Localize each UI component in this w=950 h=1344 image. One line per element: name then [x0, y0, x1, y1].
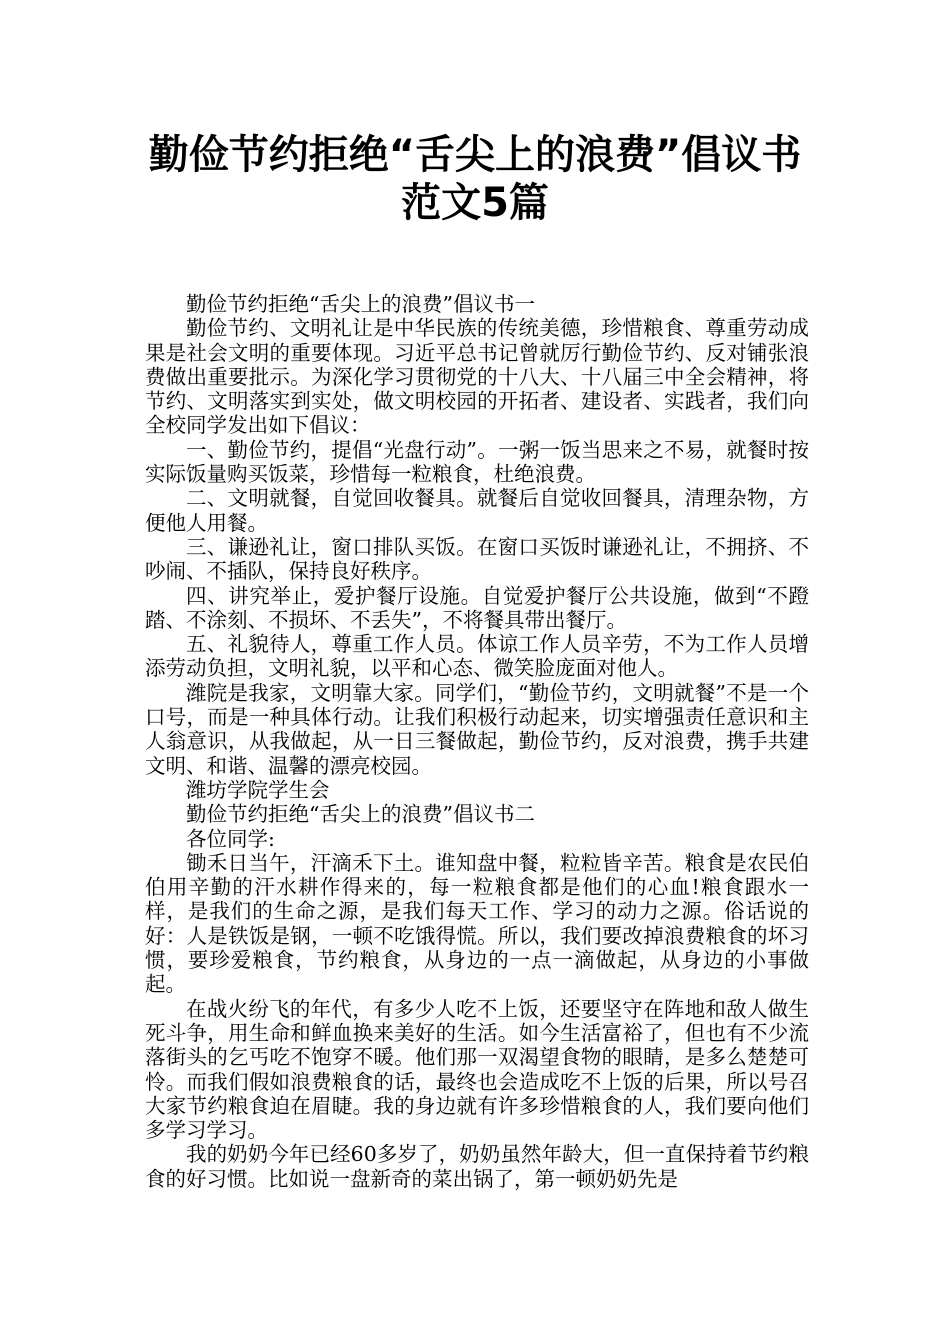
section-heading-1: 勤俭节约拒绝“舌尖上的浪费”倡议书一: [186, 292, 535, 316]
paragraph: 一、勤俭节约，提倡“光盘行动”。一粥一饭当思来之不易，就餐时按实际饭量购买饭菜，珍惜每一粒粮食，杜绝浪费。: [145, 437, 809, 487]
paragraph: 五、礼貌待人，尊重工作人员。体谅工作人员辛劳，不为工作人员增添劳动负担，文明礼貌，以平和心态、微笑脸庞面对他人。: [145, 632, 809, 681]
paragraph: 四、讲究举止，爱护餐厅设施。自觉爱护餐厅公共设施，做到“不蹬踏、不涂刻、不损坏、不丢失”，不将餐具带出餐厅。: [145, 583, 809, 632]
document-title-line-2: 范文5篇: [401, 180, 549, 226]
paragraph: 三、谦逊礼让，窗口排队买饭。在窗口买饭时谦逊礼让，不拥挤、不吵闹、不插队，保持良好秩序。: [145, 534, 809, 584]
paragraph: 二、文明就餐，自觉回收餐具。就餐后自觉收回餐具，清理杂物，方便他人用餐。: [145, 486, 809, 535]
paragraph: 潍院是我家，文明靠大家。同学们，“勤俭节约，文明就餐”不是一个口号，而是一种具体行动。让我们积极行动起来，切实增强责任意识和主人翁意识，从我做起，从一日三餐做起，勤俭节约，反对浪费，携手共建文明、和谐、温馨的漂亮校园。: [145, 680, 809, 778]
paragraph: 锄禾日当午，汗滴禾下土。谁知盘中餐，粒粒皆辛苦。粮食是农民伯伯用辛勤的汗水耕作得来的，每一粒粮食都是他们的心血!粮食跟水一样，是我们的生命之源，是我们每天工作、学习的动力之源。俗话说的好：人是铁饭是钢，一顿不吃饿得慌。所以，我们要改掉浪费粮食的坏习惯，要珍爱粮食，节约粮食，从身边的一点一滴做起，从身边的小事做起。: [145, 850, 809, 997]
signature: 潍坊学院学生会: [186, 777, 330, 802]
document-title-line-1: 勤俭节约拒绝“舌尖上的浪费”倡议书: [148, 132, 802, 178]
salutation: 各位同学:: [186, 826, 275, 851]
paragraph: 我的奶奶今年已经60多岁了，奶奶虽然年龄大，但一直保持着节约粮食的好习惯。比如说一盘新奇的菜出锅了，第一顿奶奶先是: [145, 1142, 809, 1191]
document-body: [145, 292, 809, 1191]
paragraph: 在战火纷飞的年代，有多少人吃不上饭，还要坚守在阵地和敌人做生死斗争，用生命和鲜血换来美好的生活。如今生活富裕了，但也有不少流落街头的乞丐吃不饱穿不暖。他们那一双渴望食物的眼睛，是多么楚楚可怜。而我们假如浪费粮食的话，最终也会造成吃不上饭的后果，所以号召大家节约粮食迫在眉睫。我的身边就有许多珍惜粮食的人，我们要向他们多学习学习。: [145, 996, 809, 1143]
section-heading-2: 勤俭节约拒绝“舌尖上的浪费”倡议书二: [186, 802, 535, 827]
paragraph: 勤俭节约、文明礼让是中华民族的传统美德，珍惜粮食、尊重劳动成果是社会文明的重要体现。习近平总书记曾就厉行勤俭节约、反对铺张浪费做出重要批示。为深化学习贯彻党的十八大、十八届三中全会精神，将节约、文明落实到实处，做文明校园的开拓者、建设者、实践者，我们向全校同学发出如下倡议：: [145, 316, 809, 438]
